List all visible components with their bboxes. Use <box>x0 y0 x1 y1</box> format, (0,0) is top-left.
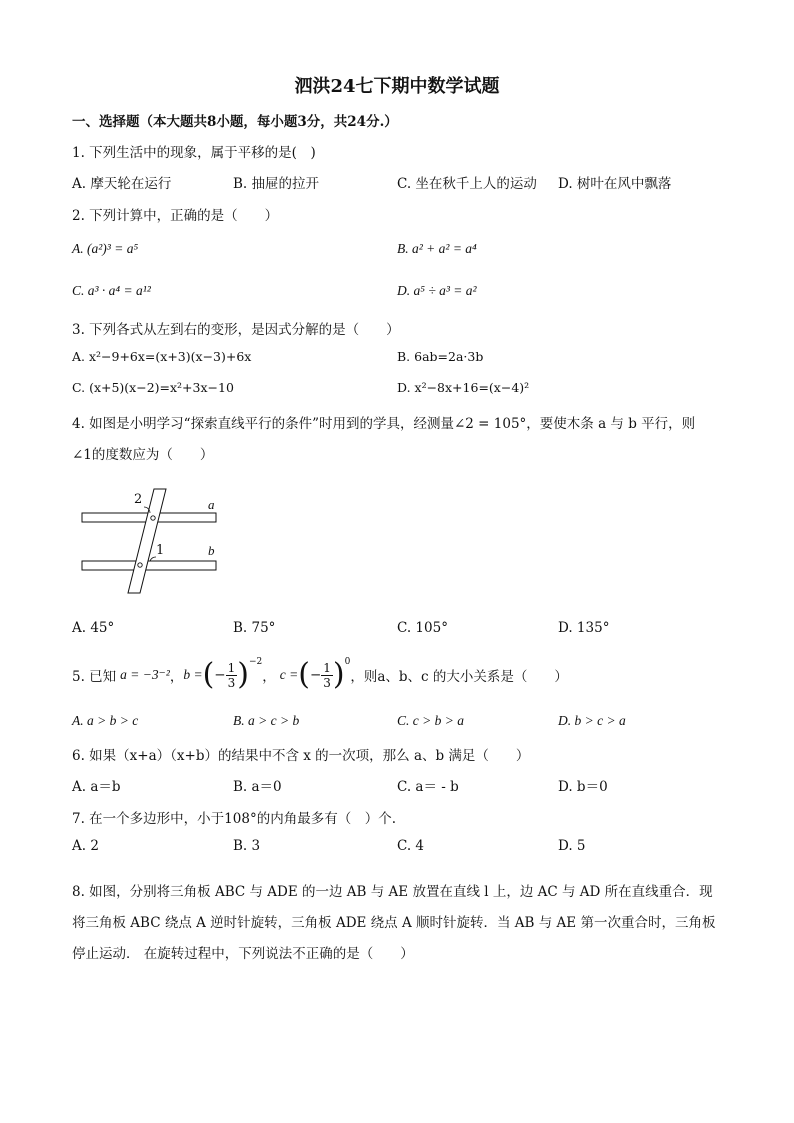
question-2-option-a: A. (a²)³ = a⁵ <box>72 241 139 256</box>
question-4-stem-line1: 4. 如图是小明学习“探索直线平行的条件”时用到的学具，经测量∠2 = 105°，要使木条 a 与 b 平行，则 <box>72 416 696 432</box>
question-1-option-a: A. 摩天轮在运行 <box>72 176 172 192</box>
question-1-option-b: B. 抽屉的拉开 <box>233 176 320 192</box>
question-8-line3: 停止运动． 在旋转过程中，下列说法不正确的是（ ） <box>72 946 414 962</box>
question-7-stem: 7. 在一个多边形中，小于108°的内角最多有（ ）个. <box>72 811 396 827</box>
q5-c-exponent: 0 <box>344 657 351 667</box>
question-5-option-d: D. b > c > a <box>558 713 626 728</box>
question-3-stem: 3. 下列各式从左到右的变形，是因式分解的是（ ） <box>72 322 400 338</box>
section-header: 一、选择题（本大题共8小题，每小题3分，共24分.） <box>72 114 398 130</box>
q5-suffix: ，则a、b、c 的大小关系是（ ） <box>350 669 568 685</box>
question-3-option-b: B. 6ab=2a·3b <box>397 349 484 364</box>
question-3-option-c: C. (x+5)(x−2)=x²+3x−10 <box>72 380 234 395</box>
question-4-option-d: D. 135° <box>558 620 610 636</box>
question-6-stem: 6. 如果（x+a）（x+b）的结果中不含 x 的一次项，那么 a、b 满足（ ） <box>72 748 530 764</box>
question-8-line2: 将三角板 ABC 绕点 A 逆时针旋转，三角板 ADE 绕点 A 顺时针旋转．当 AB 与 AE 第一次重合时，三角板 <box>72 915 716 931</box>
question-5-stem: 5. 已知 a = −3⁻² ， b = ( − $\frac{1}{3}$ ) $^{-2}$ ， c = ( − $\frac{1}{3}$ ) $^0$ ，则a、b、c 的大小关系是（ ） <box>72 657 568 692</box>
question-3-option-a: A. x²−9+6x=(x+3)(x−3)+6x <box>72 349 252 364</box>
question-5-option-c: C. c > b > a <box>397 713 464 728</box>
question-4-stem-line2: ∠1的度数应为（ ） <box>72 447 214 463</box>
question-6-option-a: A. a＝b <box>72 779 121 795</box>
q5-b-exponent: −2 <box>248 657 263 667</box>
q5-a-expr: a = −3⁻² <box>120 667 170 682</box>
q5-c-lhs: c = <box>279 667 299 682</box>
angle-1-label: 1 <box>156 543 165 558</box>
question-1-option-d: D. 树叶在风中飘落 <box>558 176 672 192</box>
line-b-label: b <box>208 543 215 558</box>
question-2-option-c: C. a³ · a⁴ = a¹² <box>72 283 151 298</box>
page-title: 泗洪24七下期中数学试题 <box>294 76 500 97</box>
q5-prefix: 5. 已知 <box>72 669 117 685</box>
question-8-line1: 8. 如图，分别将三角板 ABC 与 ADE 的一边 AB 与 AE 放置在直线 l 上，边 AC 与 AD 所在直线重合．现 <box>72 884 713 900</box>
question-6-option-b: B. a＝0 <box>233 779 282 795</box>
question-7-option-a: A. 2 <box>72 838 99 854</box>
q5-b-lhs: b = <box>183 667 203 682</box>
question-1-option-c: C. 坐在秋千上人的运动 <box>397 176 537 192</box>
q5-b-fraction: $\frac{1}{3}$ <box>227 660 236 690</box>
q5-c-fraction: $\frac{1}{3}$ <box>323 660 331 690</box>
question-5-option-a: A. a > b > c <box>72 713 139 728</box>
question-2-option-b: B. a² + a² = a⁴ <box>397 241 477 256</box>
question-4-option-b: B. 75° <box>233 620 276 636</box>
angle-2-label: 2 <box>134 492 143 507</box>
question-2-stem: 2. 下列计算中，正确的是（ ） <box>72 208 279 224</box>
question-4-option-a: A. 45° <box>72 620 115 636</box>
line-a-label: a <box>208 497 215 512</box>
question-1-stem: 1. 下列生活中的现象，属于平移的是( ) <box>72 145 316 161</box>
question-6-option-d: D. b＝0 <box>558 779 608 795</box>
question-7-option-b: B. 3 <box>233 838 261 854</box>
question-3-option-d: D. x²−8x+16=(x−4)² <box>397 380 530 395</box>
parallel-lines-figure <box>78 487 228 597</box>
question-5-option-b: B. a > c > b <box>233 713 300 728</box>
question-2-option-d: D. a⁵ ÷ a³ = a² <box>397 283 477 298</box>
question-7-option-c: C. 4 <box>397 838 425 854</box>
question-7-option-d: D. 5 <box>558 838 586 854</box>
question-6-option-c: C. a＝ - b <box>397 779 459 795</box>
bar-b <box>82 561 216 570</box>
question-4-option-c: C. 105° <box>397 620 448 636</box>
